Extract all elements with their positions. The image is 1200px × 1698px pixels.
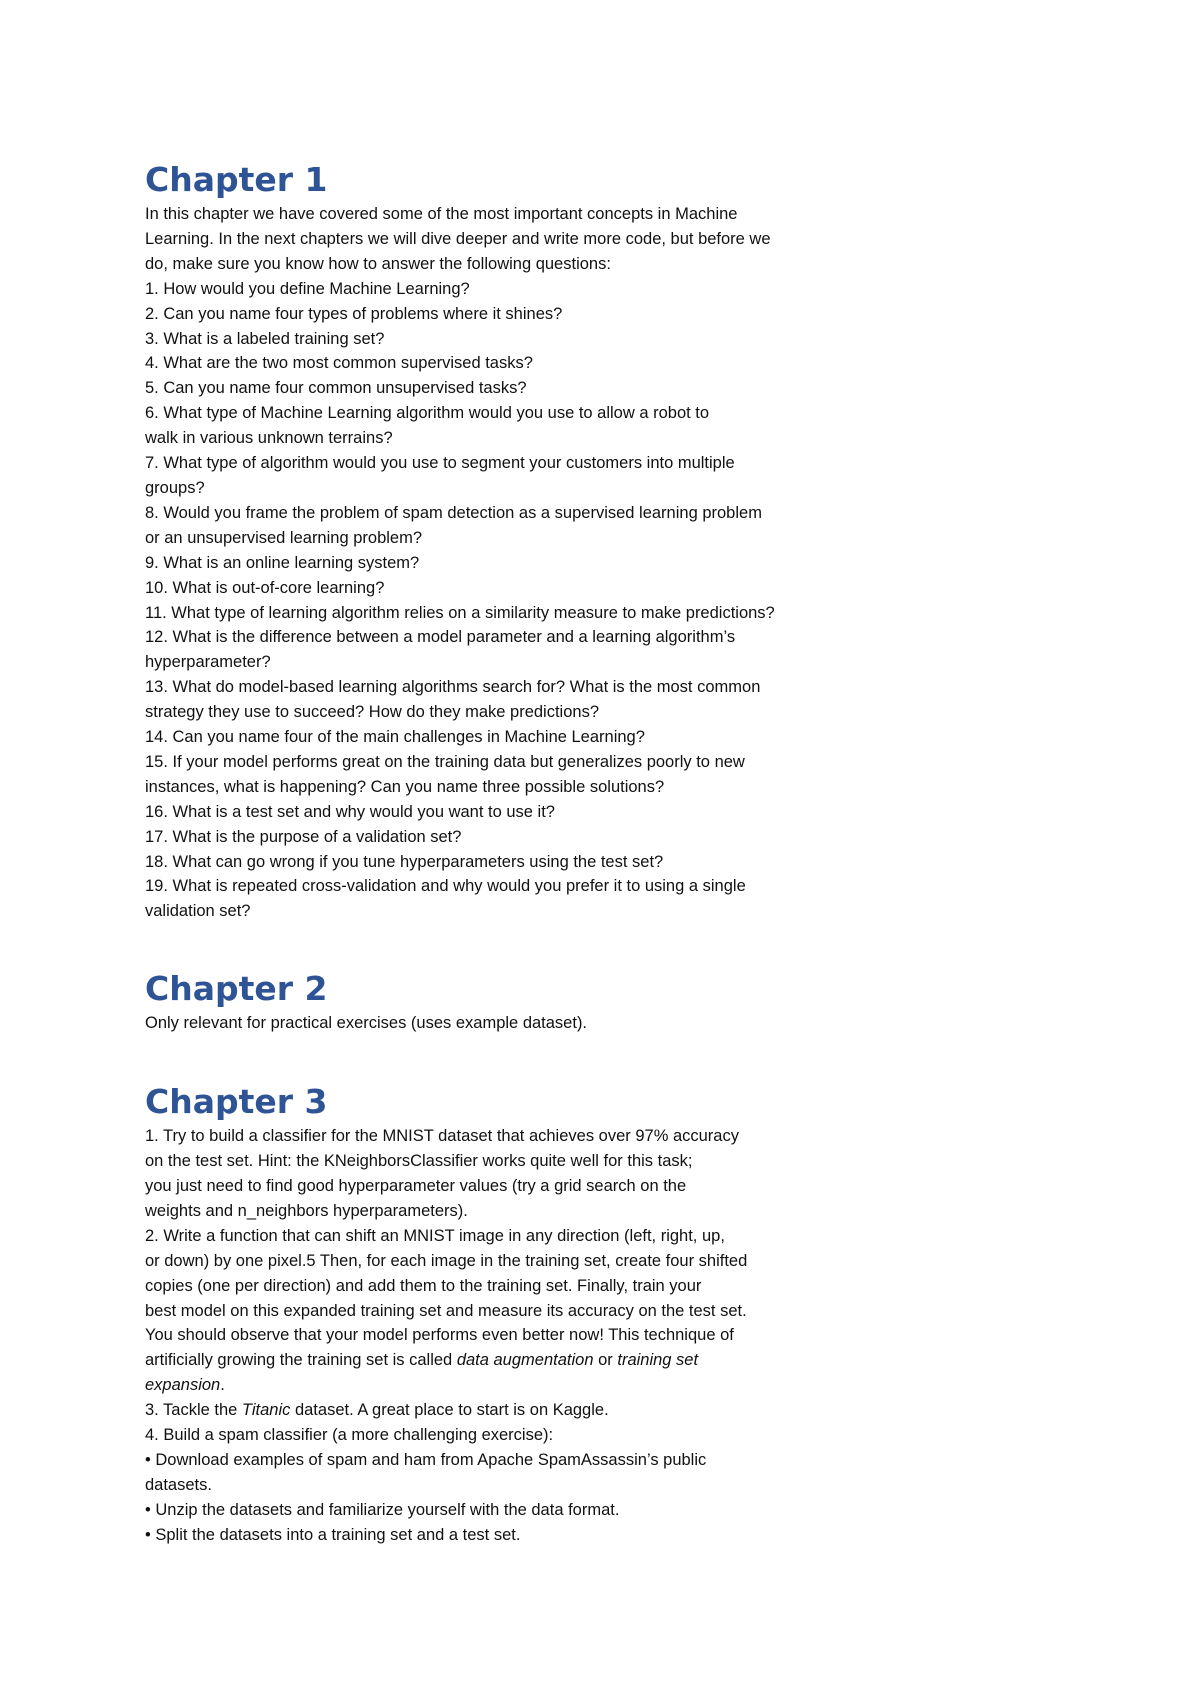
chapter-3-body <box>145 1124 905 1547</box>
question-line: 8. Would you frame the problem of spam detection as a supervised learning problem <box>145 503 762 522</box>
document-page <box>145 160 905 1548</box>
exercise-line: copies (one per direction) and add them to the training set. Finally, train your <box>145 1276 702 1295</box>
question-line: 3. What is a labeled training set? <box>145 329 385 348</box>
question-line: 14. Can you name four of the main challenges in Machine Learning? <box>145 728 645 747</box>
exercise-line: you just need to find good hyperparameter values (try a grid search on the <box>145 1177 687 1195</box>
text-segment: 3. Tackle the <box>145 1401 242 1420</box>
bullet-line: • Download examples of spam and ham from Apache SpamAssassin’s public <box>145 1450 707 1469</box>
question-line: 10. What is out-of-core learning? <box>145 578 385 597</box>
chapter-2-section <box>145 969 905 1036</box>
exercise-line <box>145 1398 905 1423</box>
exercise-line <box>145 1348 905 1373</box>
chapter-2-body <box>145 1011 905 1036</box>
section-spacer <box>145 924 905 969</box>
italic-term: expansion <box>145 1376 221 1395</box>
question-line: 11. What type of learning algorithm relies on a similarity measure to make predictions? <box>145 603 775 622</box>
chapter-3-section <box>145 1082 905 1547</box>
chapter-1-title: Chapter 1 <box>145 160 328 199</box>
question-line: 4. What are the two most common supervised tasks? <box>145 354 533 373</box>
question-line: 9. What is an online learning system? <box>145 553 420 572</box>
italic-term: training set <box>617 1351 699 1370</box>
chapter-2-title: Chapter 2 <box>145 969 328 1009</box>
text-segment: dataset. A great place to start is on Kaggle. <box>290 1401 609 1420</box>
text-line: do, make sure you know how to answer the following questions: <box>145 254 611 273</box>
question-line: 6. What type of Machine Learning algorithm would you use to allow a robot to <box>145 404 710 423</box>
section-spacer <box>145 1036 905 1082</box>
chapter-1-section <box>145 160 905 924</box>
italic-term: Titanic <box>241 1401 291 1420</box>
bullet-line: datasets. <box>145 1475 212 1494</box>
question-line: 17. What is the purpose of a validation set? <box>145 827 462 846</box>
question-line: instances, what is happening? Can you name three possible solutions? <box>145 777 665 796</box>
bullet-line: • Split the datasets into a training set and a test set. <box>145 1525 521 1544</box>
question-line: or an unsupervised learning problem? <box>145 528 423 547</box>
exercise-line: 1. Try to build a classifier for the MNIST dataset that achieves over 97% accuracy <box>145 1127 739 1146</box>
question-line: 1. How would you define Machine Learning? <box>145 279 470 298</box>
exercise-line <box>145 1373 905 1398</box>
question-line: groups? <box>145 478 205 497</box>
exercise-line: best model on this expanded training set and measure its accuracy on the test set. <box>145 1301 747 1320</box>
question-line: hyperparameter? <box>145 653 271 672</box>
question-line: strategy they use to succeed? How do they make predictions? <box>145 703 599 722</box>
question-line: 16. What is a test set and why would you want to use it? <box>145 802 555 821</box>
exercise-line: or down) by one pixel.5 Then, for each image in the training set, create four shifted <box>145 1251 748 1270</box>
text-line: Only relevant for practical exercises (uses example dataset). <box>145 1014 588 1033</box>
question-line: 19. What is repeated cross-validation and why would you prefer it to using a single <box>145 877 746 896</box>
question-line: 13. What do model-based learning algorithms search for? What is the most common <box>145 678 761 697</box>
exercise-line: 2. Write a function that can shift an MNIST image in any direction (left, right, up, <box>145 1226 725 1245</box>
text-segment: or <box>593 1351 618 1370</box>
text-line: In this chapter we have covered some of the most important concepts in Machine <box>145 205 738 223</box>
exercise-line: weights and n_neighbors hyperparameters). <box>145 1201 468 1220</box>
question-line: 2. Can you name four types of problems where it shines? <box>145 304 563 323</box>
exercise-line: on the test set. Hint: the KNeighborsClassifier works quite well for this task; <box>145 1152 693 1171</box>
exercise-line: 4. Build a spam classifier (a more challenging exercise): <box>145 1426 554 1445</box>
question-line: 12. What is the difference between a model parameter and a learning algorithm’s <box>145 628 736 647</box>
text-segment: artificially growing the training set is called <box>145 1351 457 1370</box>
text-line: Learning. In the next chapters we will dive deeper and write more code, but before we <box>145 229 771 248</box>
italic-term: data augmentation <box>456 1351 594 1370</box>
question-line: 18. What can go wrong if you tune hyperparameters using the test set? <box>145 852 664 871</box>
exercise-line: You should observe that your model performs even better now! This technique of <box>145 1326 734 1345</box>
question-line: walk in various unknown terrains? <box>145 429 393 448</box>
question-line: 7. What type of algorithm would you use to segment your customers into multiple <box>145 454 735 473</box>
question-line: 5. Can you name four common unsupervised tasks? <box>145 379 527 398</box>
text-segment: . <box>220 1376 225 1395</box>
question-line: validation set? <box>145 902 251 921</box>
bullet-line: • Unzip the datasets and familiarize yourself with the data format. <box>145 1500 620 1519</box>
chapter-3-title: Chapter 3 <box>145 1082 328 1122</box>
question-line: 15. If your model performs great on the training data but generalizes poorly to new <box>145 752 745 771</box>
chapter-1-body <box>145 202 905 924</box>
